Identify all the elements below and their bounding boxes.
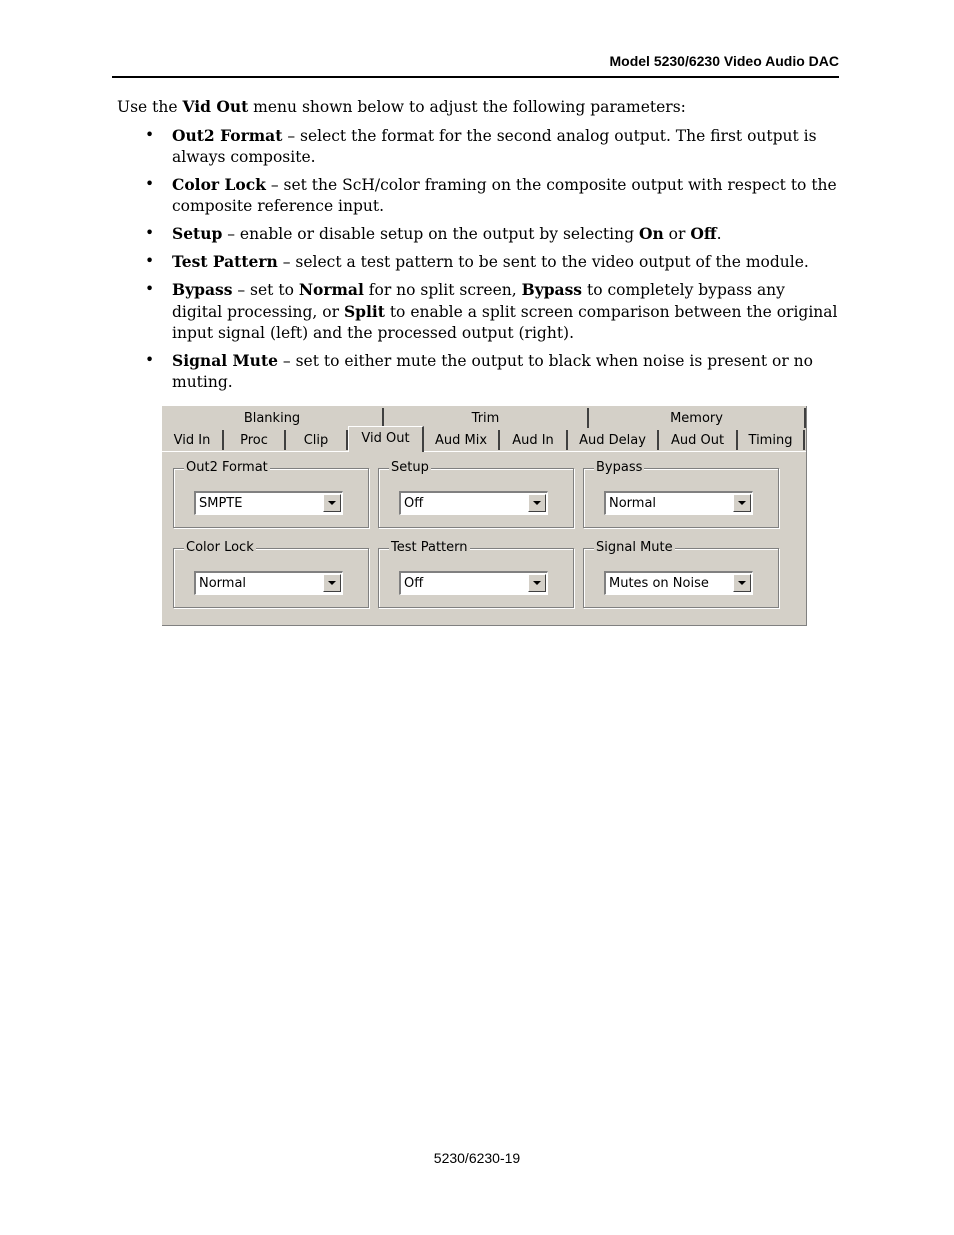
- list-item: • Setup – enable or disable setup on the output by selecting On or Off.: [145, 224, 722, 243]
- group-label: Signal Mute: [596, 540, 673, 555]
- item-text: – select the format for the second analog output. The first output is always composite.: [172, 127, 817, 166]
- list-item: • Signal Mute – set to either mute the output to black when noise is present or no muting.: [145, 351, 813, 391]
- intro-bold: Vid Out: [182, 97, 249, 116]
- group-bypass: [583, 460, 779, 528]
- item-term: Out2 Format: [172, 126, 283, 145]
- dropdown-button[interactable]: [733, 574, 751, 592]
- combo-value: Off: [404, 576, 424, 591]
- bypass-select[interactable]: [604, 491, 753, 515]
- group-color-lock: [173, 540, 369, 608]
- item-term: Off: [690, 224, 717, 243]
- out2-format-select[interactable]: [194, 491, 343, 515]
- tab-vid-in[interactable]: Vid In: [162, 430, 224, 450]
- panel-border: [162, 451, 806, 452]
- tab-vid-out[interactable]: Vid Out: [348, 426, 424, 452]
- item-text: – set to either mute the output to black when noise is present or no muting.: [172, 352, 813, 391]
- page-header: [112, 53, 839, 78]
- group-signal-mute: [583, 540, 779, 608]
- chevron-down-icon: [328, 501, 336, 505]
- signal-mute-select[interactable]: [604, 571, 753, 595]
- group-out2-format: [173, 460, 369, 528]
- tab-proc[interactable]: Proc: [224, 430, 286, 450]
- item-term: Test Pattern: [172, 252, 278, 271]
- tab-clip[interactable]: Clip: [286, 430, 348, 450]
- combo-value: Mutes on Noise: [609, 576, 709, 591]
- group-label: Out2 Format: [186, 460, 268, 475]
- color-lock-select[interactable]: [194, 571, 343, 595]
- tab-memory[interactable]: Memory: [589, 408, 806, 428]
- page-number: 5230/6230-19: [433, 1150, 521, 1166]
- item-term: Bypass: [172, 280, 233, 299]
- dropdown-button[interactable]: [528, 574, 546, 592]
- intro-text: Use the: [117, 98, 183, 116]
- test-pattern-select[interactable]: [399, 571, 548, 595]
- item-text: for no split screen,: [363, 281, 522, 299]
- item-term: Bypass: [521, 280, 583, 299]
- item-text: .: [716, 225, 722, 243]
- dropdown-button[interactable]: [323, 574, 341, 592]
- tab-timing[interactable]: Timing: [738, 430, 805, 450]
- combo-value: SMPTE: [199, 496, 243, 511]
- tab-aud-out[interactable]: Aud Out: [659, 430, 738, 450]
- parameter-list: [117, 125, 839, 399]
- chevron-down-icon: [738, 581, 746, 585]
- item-text: – set to: [232, 281, 299, 299]
- item-text: to enable a split screen comparison between the original input signal (left) and the processed output (right).: [172, 303, 838, 342]
- group-label: Color Lock: [186, 540, 254, 555]
- group-label: Bypass: [596, 460, 643, 475]
- list-item: • Bypass – set to Normal for no split screen, Bypass to completely bypass any digital processing, or Split to enable a split screen comparison between the original input signal (left) and the processed output (right).: [145, 280, 838, 342]
- combo-value: Off: [404, 496, 424, 511]
- item-term: Signal Mute: [172, 351, 278, 370]
- group-label: Setup: [391, 460, 429, 475]
- item-text: to completely bypass any digital processing, or: [172, 281, 785, 321]
- header-title: Model 5230/6230 Video Audio DAC: [609, 53, 839, 69]
- item-term: Color Lock: [172, 175, 266, 194]
- intro-text-end: menu shown below to adjust the following parameters:: [248, 98, 686, 116]
- group-test-pattern: [378, 540, 574, 608]
- dropdown-button[interactable]: [323, 494, 341, 512]
- list-item: • Out2 Format – select the format for the second analog output. The first output is always composite.: [145, 126, 817, 166]
- setup-select[interactable]: [399, 491, 548, 515]
- combo-value: Normal: [609, 496, 657, 511]
- dropdown-button[interactable]: [733, 494, 751, 512]
- tab-row-bottom: [162, 430, 806, 452]
- intro-paragraph: [117, 96, 686, 118]
- group-setup: [378, 460, 574, 528]
- tab-blanking[interactable]: Blanking: [162, 408, 384, 428]
- tab-aud-delay[interactable]: Aud Delay: [568, 430, 659, 450]
- item-text: – set the ScH/color framing on the composite output with respect to the composite reference input.: [172, 176, 837, 215]
- tab-row-top: [162, 408, 806, 430]
- vid-out-dialog: [162, 406, 807, 626]
- list-item: • Test Pattern – select a test pattern to be sent to the video output of the module.: [145, 252, 809, 271]
- tab-aud-mix[interactable]: Aud Mix: [424, 430, 500, 450]
- item-term: Split: [343, 302, 385, 321]
- group-label: Test Pattern: [391, 540, 468, 555]
- page-footer: [0, 1150, 954, 1166]
- combo-value: Normal: [199, 576, 247, 591]
- chevron-down-icon: [533, 501, 541, 505]
- list-item: • Color Lock – set the ScH/color framing on the composite output with respect to the composite reference input.: [145, 175, 837, 215]
- chevron-down-icon: [328, 581, 336, 585]
- tab-aud-in[interactable]: Aud In: [500, 430, 568, 450]
- dropdown-button[interactable]: [528, 494, 546, 512]
- item-term: Setup: [172, 224, 223, 243]
- tab-trim[interactable]: Trim: [384, 408, 589, 428]
- chevron-down-icon: [738, 501, 746, 505]
- item-text: or: [663, 225, 691, 243]
- item-text: – enable or disable setup on the output by selecting: [222, 225, 639, 243]
- item-term: On: [638, 224, 664, 243]
- chevron-down-icon: [533, 581, 541, 585]
- item-term: Normal: [298, 280, 364, 299]
- item-text: – select a test pattern to be sent to the video output of the module.: [277, 253, 809, 271]
